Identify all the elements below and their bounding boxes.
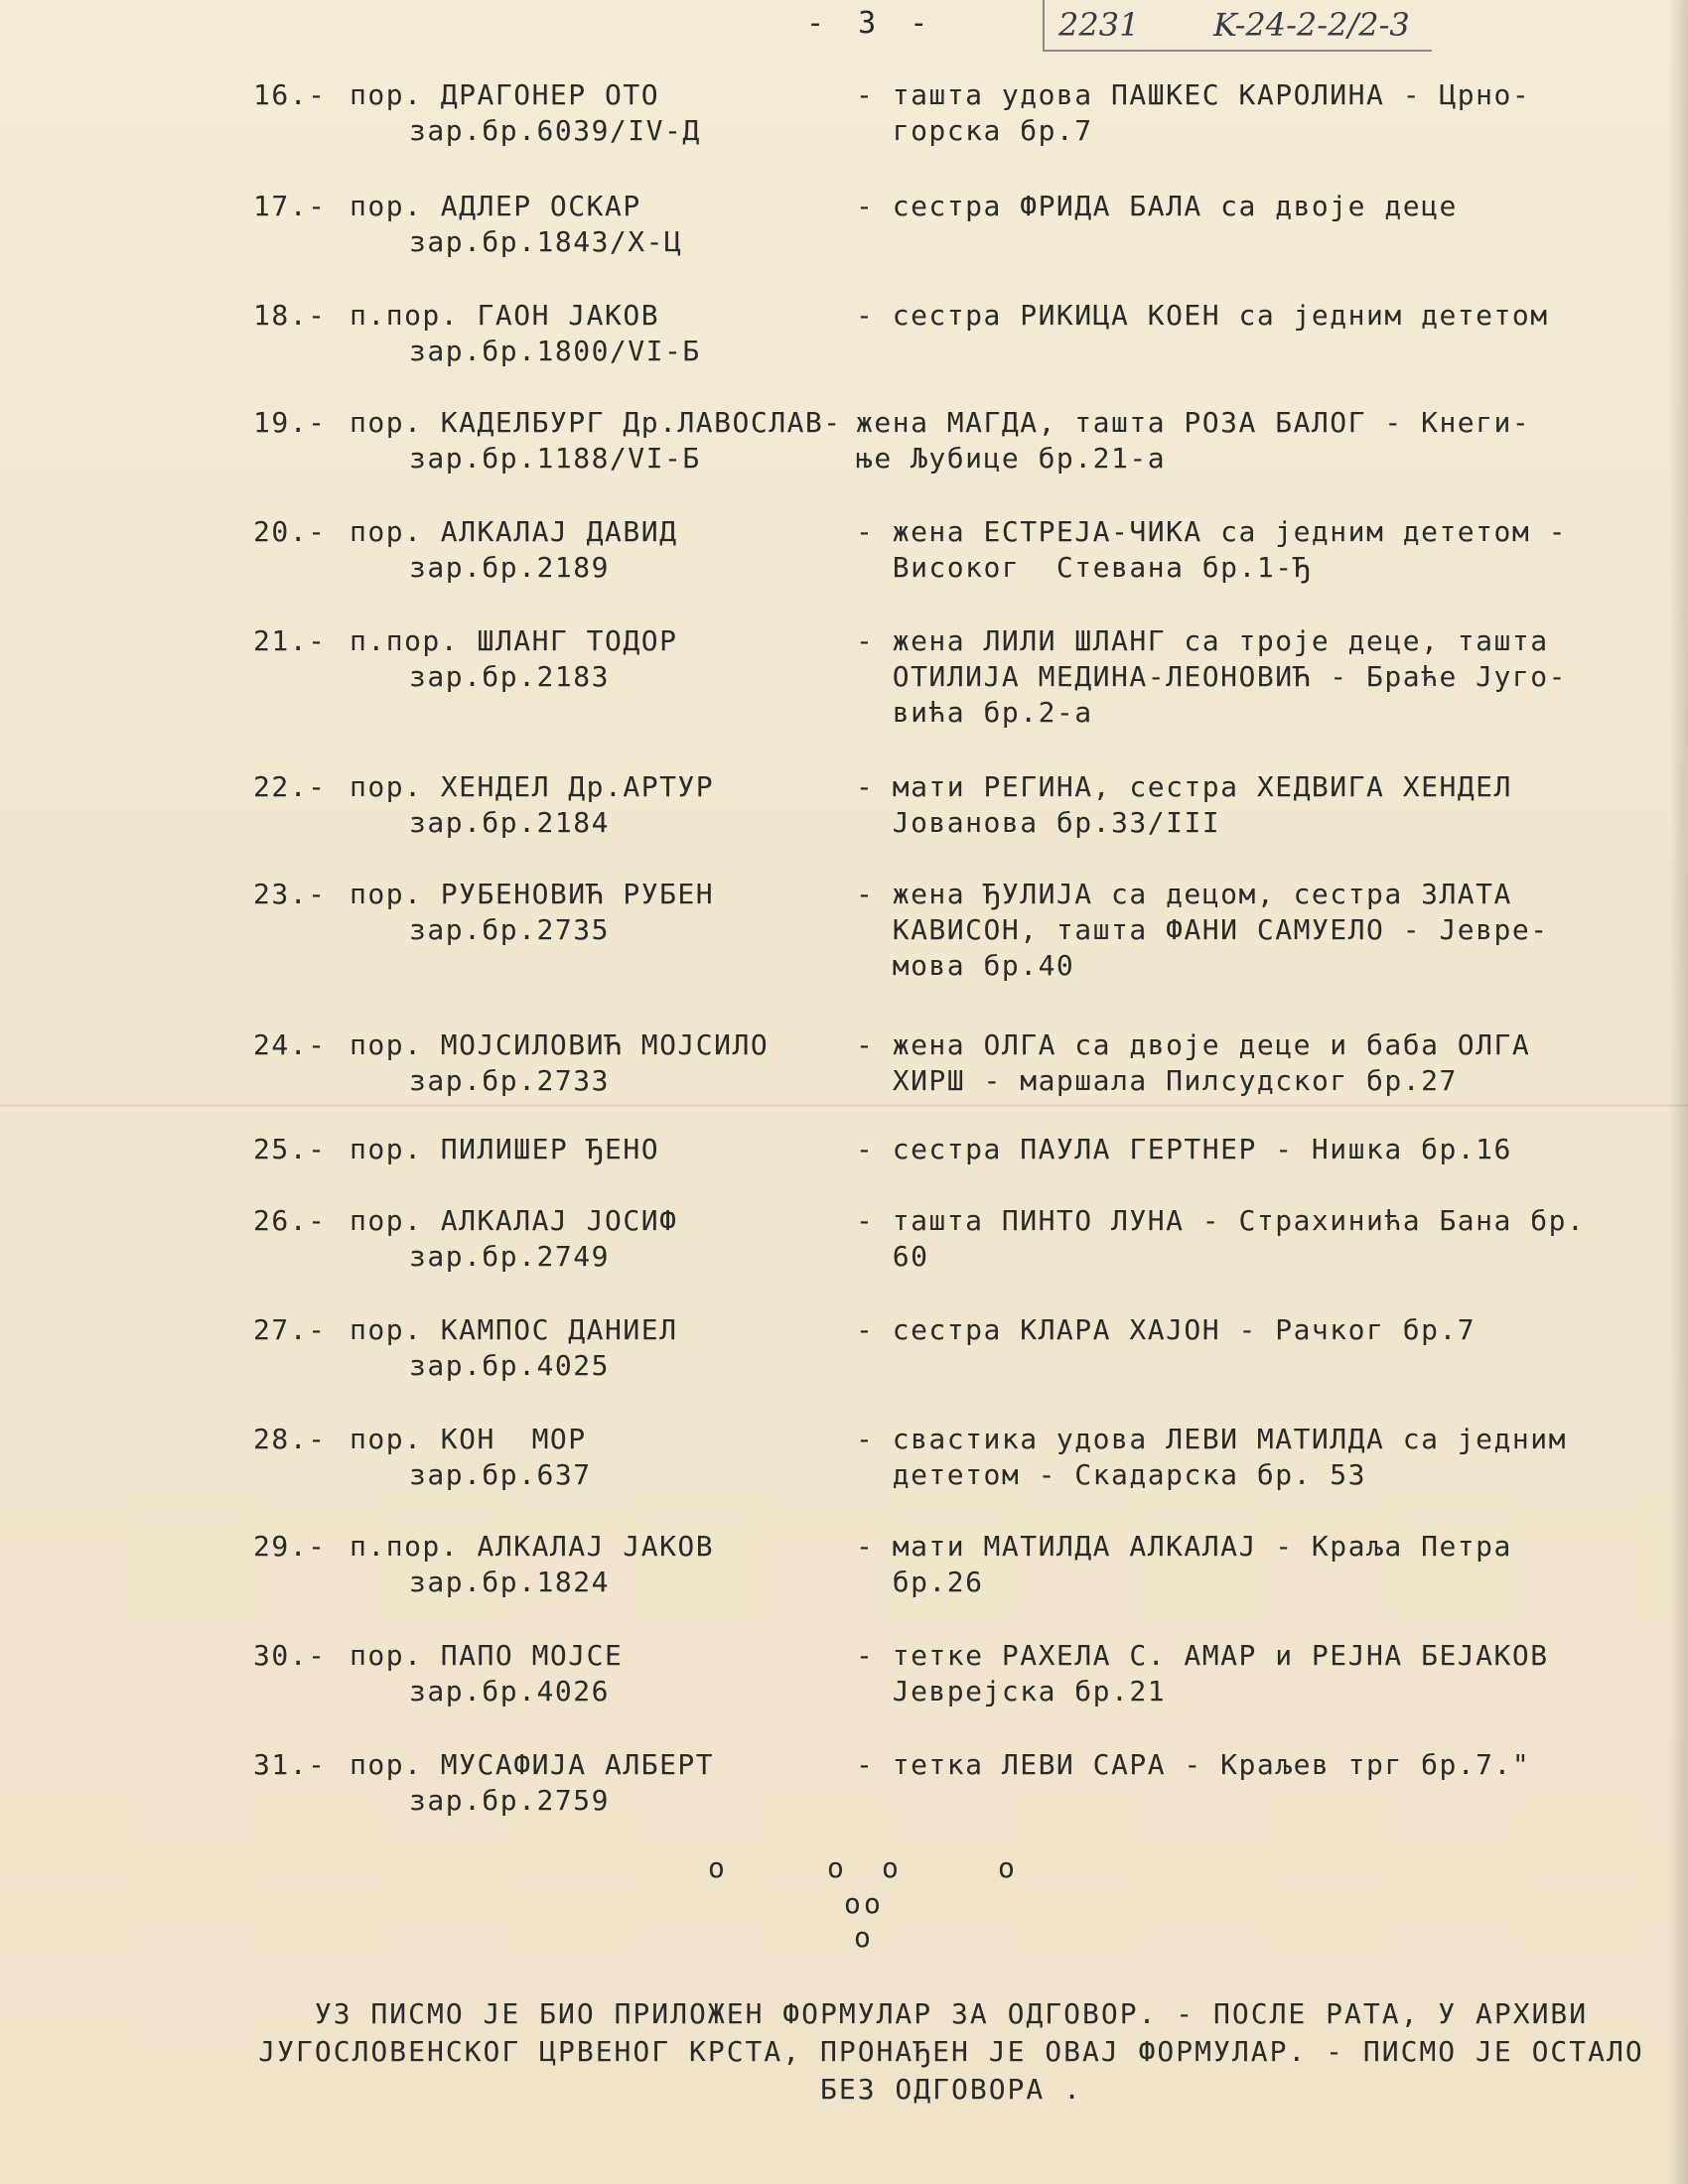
entry-rank-name: пор. МУСАФИЈА АЛБЕРТ [350, 1748, 715, 1781]
entry-registration: зар.бр.2184 [409, 806, 610, 839]
entry-rank-name: пор. РУБЕНОВИЋ РУБЕН [350, 878, 715, 910]
entry-relatives: - жена ЕСТРЕЈА-ЧИКА са једним дететом - Високог Стевана бр.1-Ђ [856, 515, 1567, 584]
entry-rank-name: пор. АЛКАЛАЈ ДАВИД [350, 515, 678, 548]
entry-relatives: - мати РЕГИНА, сестра ХЕДВИГА ХЕНДЕЛ Јованова бр.33/III [856, 770, 1512, 839]
separator-circle: o [998, 1851, 1015, 1884]
entry-number: 17.- [253, 190, 327, 222]
entry-relatives: - сестра ПАУЛА ГЕРТНЕР - Нишка бр.16 [856, 1133, 1512, 1165]
entry-number: 20.- [253, 515, 327, 548]
entry-number: 21.- [253, 624, 327, 657]
entry-rank-name: пор. ПАПО МОЈСЕ [350, 1639, 624, 1672]
entry-number: 18.- [253, 299, 327, 332]
entry-registration: зар.бр.2733 [409, 1064, 610, 1097]
separator-circle: o [708, 1851, 725, 1884]
entry-number: 31.- [253, 1748, 327, 1781]
entry-rank-name: пор. КОН МОР [350, 1423, 587, 1455]
entry-number: 30.- [253, 1639, 327, 1672]
entry-relatives: - жена ОЛГА са двоје деце и баба ОЛГА ХИРШ - маршала Пилсудског бр.27 [856, 1028, 1531, 1097]
entry-rank-name: пор. АДЛЕР ОСКАР [350, 190, 641, 222]
entry-number: 26.- [253, 1204, 327, 1237]
entry-relatives: - мати МАТИЛДА АЛКАЛАЈ - Краља Петра бр.26 [856, 1530, 1512, 1598]
entry-number: 27.- [253, 1313, 327, 1346]
entry-relatives: - жена ЂУЛИЈА са децом, сестра ЗЛАТА КАВИСОН, ташта ФАНИ САМУЕЛО - Јевре- мова бр.40 [856, 878, 1549, 982]
entry-number: 22.- [253, 770, 327, 803]
entry-rank-name: пор. ХЕНДЕЛ Др.АРТУР [350, 770, 715, 803]
entry-registration: зар.бр.1843/X-Ц [409, 225, 683, 258]
entry-number: 29.- [253, 1530, 327, 1563]
entry-relatives: - жена ЛИЛИ ШЛАНГ са троје деце, ташта ОТИЛИЈА МЕДИНА-ЛЕОНОВИЋ - Браће Југо- вића бр.2-а [856, 624, 1567, 729]
entry-number: 19.- [253, 406, 327, 439]
entry-rank-name: пор. ДРАГОНЕР ОТО [350, 78, 660, 111]
entry-registration: зар.бр.4025 [409, 1349, 610, 1382]
entry-rank-name: пор. КАДЕЛБУРГ Др.ЛАВОСЛАВ- [350, 406, 842, 439]
separator-circle: o [827, 1851, 844, 1884]
entry-relatives: - свастика удова ЛЕВИ МАТИЛДА са једним дететом - Скадарска бр. 53 [856, 1423, 1567, 1491]
entry-relatives: - сестра РИКИЦА КОЕН са једним дететом [856, 299, 1549, 332]
entry-registration: зар.бр.2759 [409, 1784, 610, 1817]
entry-rank-name: п.пор. ГАОН ЈАКОВ [350, 299, 660, 332]
entry-number: 16.- [253, 78, 327, 111]
separator-circle: o [864, 1887, 881, 1920]
entry-number: 24.- [253, 1028, 327, 1061]
entry-relatives: - ташта удова ПАШКЕС КАРОЛИНА - Црно- горска бр.7 [856, 78, 1531, 147]
separator-circle: o [844, 1887, 861, 1920]
entry-rank-name: пор. АЛКАЛАЈ ЈОСИФ [350, 1204, 678, 1237]
separator-ornament [0, 1851, 1688, 1961]
entry-number: 25.- [253, 1133, 327, 1165]
entry-relatives: - тетке РАХЕЛА С. АМАР и РЕЈНА БЕЈАКОВ Јеврејска бр.21 [856, 1639, 1549, 1707]
entry-relatives: - сестра ФРИДА БАЛА са двоје деце [856, 190, 1458, 222]
entry-relatives: - ташта ПИНТО ЛУНА - Страхинића Бана бр. 60 [856, 1204, 1586, 1273]
entry-registration: зар.бр.1824 [409, 1566, 610, 1598]
entry-registration: зар.бр.637 [409, 1458, 592, 1491]
entry-registration: зар.бр.2735 [409, 913, 610, 946]
entry-registration: зар.бр.4026 [409, 1675, 610, 1707]
entry-rank-name: п.пор. АЛКАЛАЈ ЈАКОВ [350, 1530, 715, 1563]
entry-registration: зар.бр.2183 [409, 660, 610, 693]
entry-relatives: - сестра КЛАРА ХАЈОН - Рачког бр.7 [856, 1313, 1477, 1346]
entry-number: 23.- [253, 878, 327, 910]
entry-registration: зар.бр.6039/IV-Д [409, 114, 701, 147]
entry-rank-name: пор. КАМПОС ДАНИЕЛ [350, 1313, 678, 1346]
handwritten-code: K-24-2-2/2-3 [1213, 6, 1410, 44]
handwritten-number: 2231 [1058, 6, 1140, 44]
entry-relatives: - тетка ЛЕВИ САРА - Краљев трг бр.7." [856, 1748, 1531, 1781]
entry-registration: зар.бр.1800/VI-Б [409, 335, 701, 367]
separator-circle: o [854, 1921, 871, 1954]
entry-relatives: жена МАГДА, ташта РОЗА БАЛОГ - Кнеги- ње Љубице бр.21-а [856, 406, 1531, 475]
entry-number: 28.- [253, 1423, 327, 1455]
closing-note: УЗ ПИСМО ЈЕ БИО ПРИЛОЖЕН ФОРМУЛАР ЗА ОДГОВОР. - ПОСЛЕ РАТА, У АРХИВИ ЈУГОСЛОВЕНСКОГ ЦРВЕНОГ КРСТА, ПРОНАЂЕН ЈЕ ОВАЈ ФОРМУЛАР. - ПИСМО ЈЕ ОСТАЛО БЕЗ ОДГОВОРА . [258, 1997, 1644, 2106]
separator-circle: o [882, 1851, 899, 1884]
entry-registration: зар.бр.2749 [409, 1240, 610, 1273]
entry-rank-name: п.пор. ШЛАНГ ТОДОР [350, 624, 678, 657]
entry-registration: зар.бр.2189 [409, 551, 610, 584]
entry-registration: зар.бр.1188/VI-Б [409, 442, 701, 475]
entry-rank-name: пор. МОЈСИЛОВИЋ МОЈСИЛО [350, 1028, 770, 1061]
entry-rank-name: пор. ПИЛИШЕР ЂЕНО [350, 1133, 660, 1165]
page-number: - 3 - [806, 6, 936, 41]
